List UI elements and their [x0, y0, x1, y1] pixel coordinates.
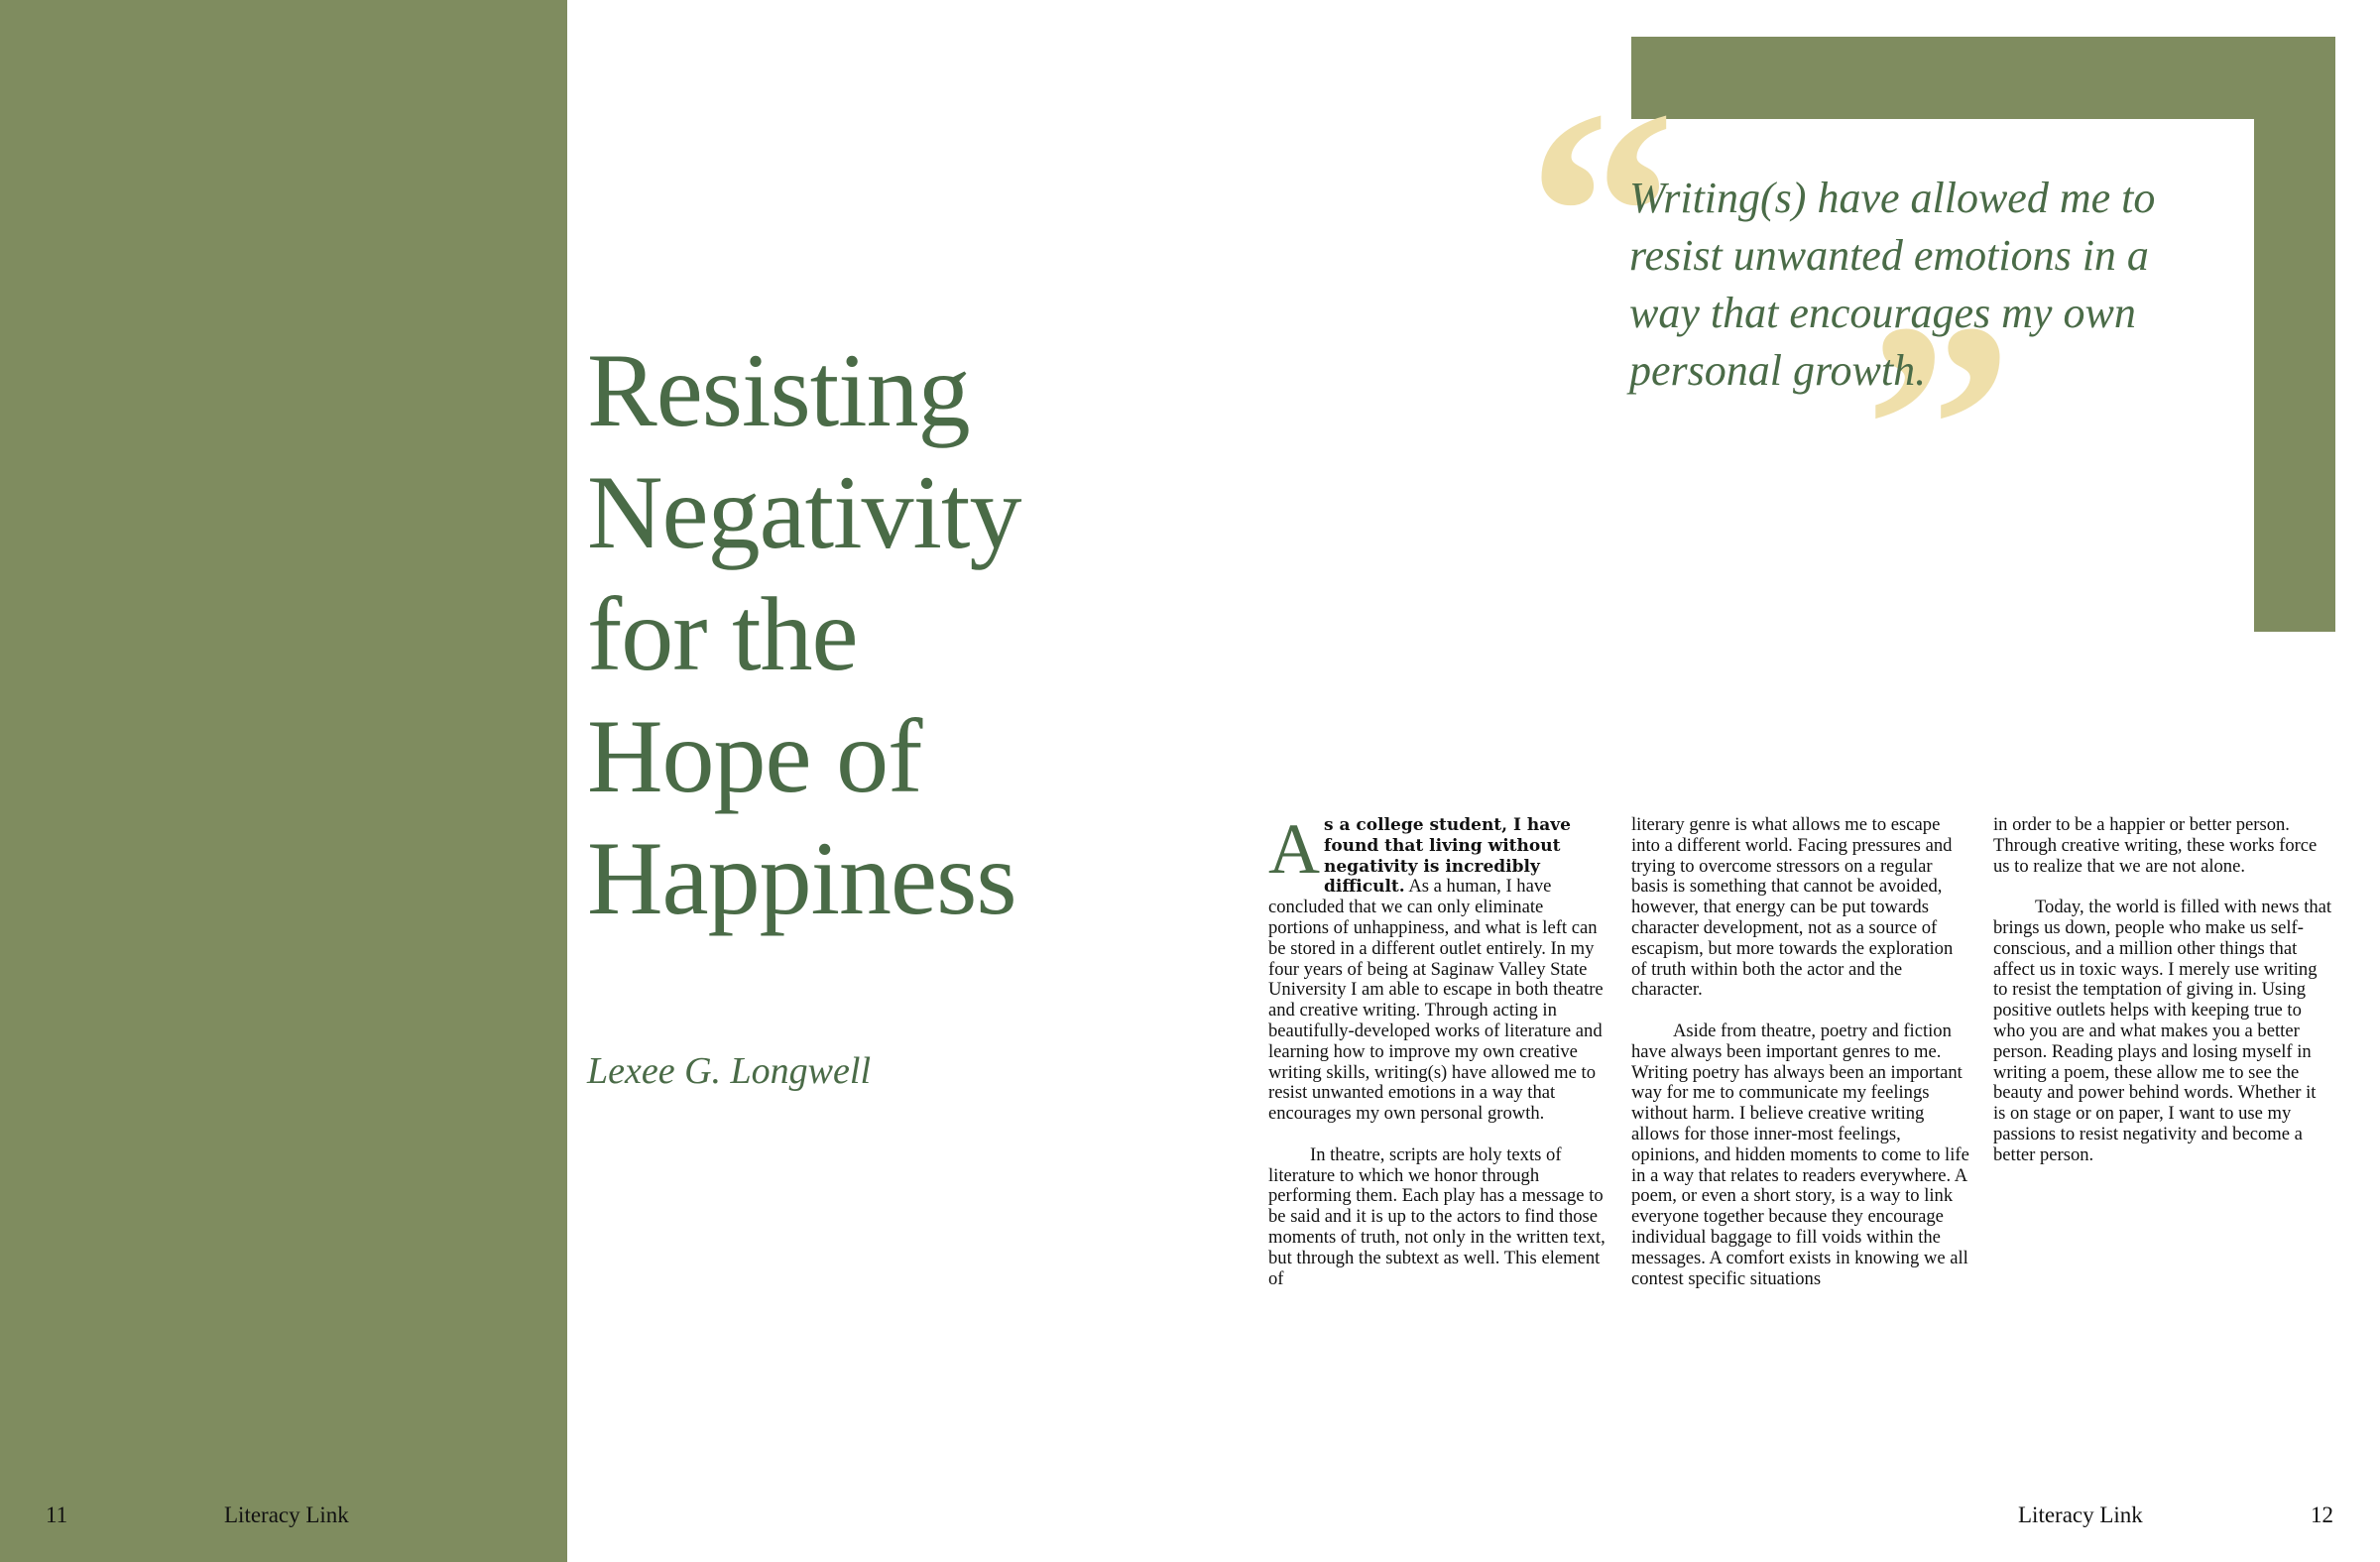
- open-quote-mark: “: [1527, 49, 1676, 378]
- publication-name-left: Literacy Link: [224, 1502, 349, 1527]
- pullquote-frame-top: [1631, 37, 2335, 119]
- title-line: Negativity: [587, 454, 1021, 570]
- drop-cap: A: [1268, 809, 1320, 889]
- title-line: for the: [587, 576, 858, 692]
- page-number-right: 12: [2311, 1502, 2333, 1527]
- pullquote-text: Writing(s) have allowed me to resist unwanted emotions in a way that encourages my own personal growth.: [1629, 174, 2156, 395]
- title-line: Resisting: [587, 332, 970, 448]
- pullquote-frame-right: [2254, 119, 2335, 632]
- left-color-panel: [0, 0, 567, 1562]
- paragraph: [1268, 809, 1607, 1125]
- paragraph: Aside from theatre, poetry and fiction have always been important genres to me. Writing poetry has always been an important way for me to communicate my feelings without harm. I believe creative writing allows for those inner-most feelings, opinions, and hidden moments to come to life in a way that relates to readers everywhere. A poem, or even a short story, is a way to link everyone together because they encourage individual baggage to fill voids within the messages. A comfort exists in knowing we all contest specific situations: [1631, 1020, 1969, 1289]
- paragraph: literary genre is what allows me to escape into a different world. Facing pressures and trying to overcome stressors on a regular basis is something that cannot be avoided, however, that energy can be put towards character development, not as a source of escapism, but more towards the exploration of truth within both the actor and the character.: [1631, 814, 1954, 1001]
- title-line: Hope of: [587, 698, 922, 814]
- body-column-1: [1268, 809, 1607, 1289]
- publication-name-right: Literacy Link: [2018, 1502, 2143, 1527]
- paragraph-text: As a human, I have concluded that we can only eliminate portions of unhappiness, and what is left can be stored in a different outlet entirely. In my four years of being at Saginaw Valley State University I am able to escape in both theatre and creative writing. Through acting in beautifully-developed works of literature and learning how to improve my own creative writing skills, writing(s) have allowed me to resist unwanted emotions in a way that encourages my own personal growth.: [1268, 876, 1604, 1125]
- article-author: Lexee G. Longwell: [587, 1050, 872, 1092]
- article-title: [587, 329, 1103, 939]
- paragraph: In theatre, scripts are holy texts of literature to which we honor through performing them. Each play has a message to be said and it is up to the actors to find those moments of truth, not only in the written text, but through the subtext as well. This element of: [1268, 1143, 1606, 1289]
- body-column-2: [1631, 815, 1970, 1289]
- paragraph: Today, the world is filled with news that brings us down, people who make us self-conscious, and a million other things that affect us in toxic ways. I merely use writing to resist the temptation of giving in. Using positive outlets helps with keeping true to who you are and what makes you a better person. Reading plays and losing myself in writing a poem, these allow me to see the beauty and power behind words. Whether it is on stage or on paper, I want to use my passions to resist negativity and become a better person.: [1993, 897, 2332, 1165]
- paragraph: in order to be a happier or better person. Through creative writing, these works force us to realize that we are not alone.: [1993, 814, 2318, 877]
- lead-in: s a college student, I have found that living without negativity is incredibly difficult.: [1324, 815, 1571, 898]
- close-quote-mark: ”: [1864, 262, 2013, 591]
- title-line: Happiness: [587, 820, 1016, 936]
- body-column-3: [1993, 815, 2332, 1166]
- page-number-left: 11: [46, 1502, 68, 1527]
